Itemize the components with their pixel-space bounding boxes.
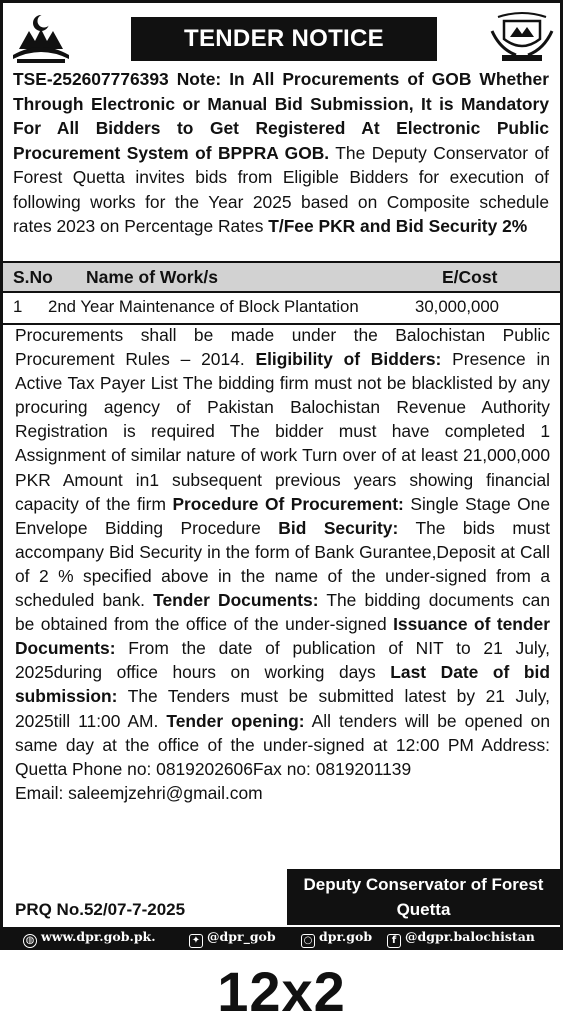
twitter-handle: @dpr_gob: [207, 929, 276, 944]
instagram-icon: ○: [301, 934, 315, 948]
col-header-sno: S.No: [13, 267, 53, 287]
notice-header: [3, 3, 560, 69]
issuance-text: From the date of publication of NIT to 21 July, 2025during office hours on working days: [15, 638, 550, 683]
facebook-handle: @dgpr.balochistan: [405, 929, 535, 944]
facebook-icon: f: [387, 934, 401, 948]
intro-text: The Deputy Conservator of Forest Quetta invites bids from Eligible Bidders for execution of following works for the Year 2025 based on Composite schedule rates 2023 on Percentage Rates: [13, 142, 549, 236]
bid-security-label: Bid Security:: [278, 517, 399, 538]
fee-security-note: T/Fee PKR and Bid Security 2%: [268, 216, 528, 236]
tender-opening-label: Tender opening:: [166, 710, 305, 731]
social-links-bar: [3, 927, 560, 947]
tender-documents-text: The bidding documents can be obtained from the office of the under-signed: [15, 590, 550, 635]
signatory-box: [287, 869, 560, 925]
rules-text: Procurements shall be made under the Balochistan Public Procurement Rules – 2014.: [15, 325, 550, 370]
eligibility-label: Eligibility of Bidders:: [255, 349, 442, 370]
cell-cost: 30,000,000: [415, 297, 499, 316]
tender-documents-label: Tender Documents:: [153, 590, 319, 611]
globe-icon: ◍: [23, 934, 37, 948]
terms-paragraph: [15, 323, 550, 805]
notice-title: TENDER NOTICE: [131, 17, 437, 61]
procedure-text: Single Stage One Envelope Bidding Procedure: [15, 493, 550, 538]
last-date-text: The Tenders must be submitted latest by 21 July, 2025till 11:00 AM.: [15, 686, 550, 731]
cell-sno: 1: [13, 297, 23, 316]
tender-opening-text: All tenders will be opened on same day at the office of the under-signed at 12:00 PM Address: Quetta Phone no: 0819202606Fax no: 0819201139: [15, 710, 550, 779]
works-table: [3, 261, 560, 325]
web-link[interactable]: [23, 929, 156, 948]
facebook-link[interactable]: [387, 929, 535, 948]
bid-security-text: The bids must accompany Bid Security in the form of Bank Gurantee,Deposit at Call of 2 % specified above in the name of the under-signed from a scheduled bank.: [15, 517, 551, 611]
instagram-link[interactable]: [301, 929, 372, 948]
email-line: Email: saleemjzehri@gmail.com: [15, 782, 263, 803]
twitter-icon: ✦: [189, 934, 203, 948]
instagram-handle: dpr.gob: [319, 929, 373, 944]
table-row: [3, 293, 560, 325]
procedure-label: Procedure Of Procurement:: [172, 493, 404, 514]
balochistan-emblem-logo: [9, 9, 73, 65]
cell-work-name: 2nd Year Maintenance of Block Plantation: [48, 297, 359, 316]
eligibility-text: Presence in Active Tax Payer List The bidding firm must not be blacklisted by any procuring agency of Pakistan Balochistan Revenue Authority Registration is required The bidder must have completed 1 Assignment of similar nature of work Turn over of at least 21,000,000 PKR Amount in1 subsequent previous years showing financial capacity of the firm: [15, 349, 550, 514]
table-header: [3, 261, 560, 293]
prq-number: PRQ No.52/07-7-2025: [15, 900, 186, 919]
web-url: www.dpr.gob.pk.: [41, 929, 156, 944]
ad-size-label: 12x2: [217, 960, 346, 1023]
registration-note: TSE-252607776393 Note: In All Procurements of GOB Whether Through Electronic or Manual Bid Submission, It is Mandatory For All Bidders to Get Registered At Electronic Public Procurement System of BPPRA GOB.: [13, 69, 549, 163]
col-header-name: Name of Work/s: [86, 267, 218, 287]
gob-crest-logo: [490, 9, 554, 65]
twitter-link[interactable]: [189, 929, 276, 948]
issuance-label: Issuance of tender Documents:: [15, 614, 550, 659]
col-header-cost: E/Cost: [442, 267, 498, 287]
intro-paragraph: [13, 67, 549, 239]
last-date-label: Last Date of bid submission:: [15, 662, 550, 707]
signatory-location: Quetta: [396, 900, 451, 919]
signatory-title: Deputy Conservator of Forest: [303, 875, 544, 894]
